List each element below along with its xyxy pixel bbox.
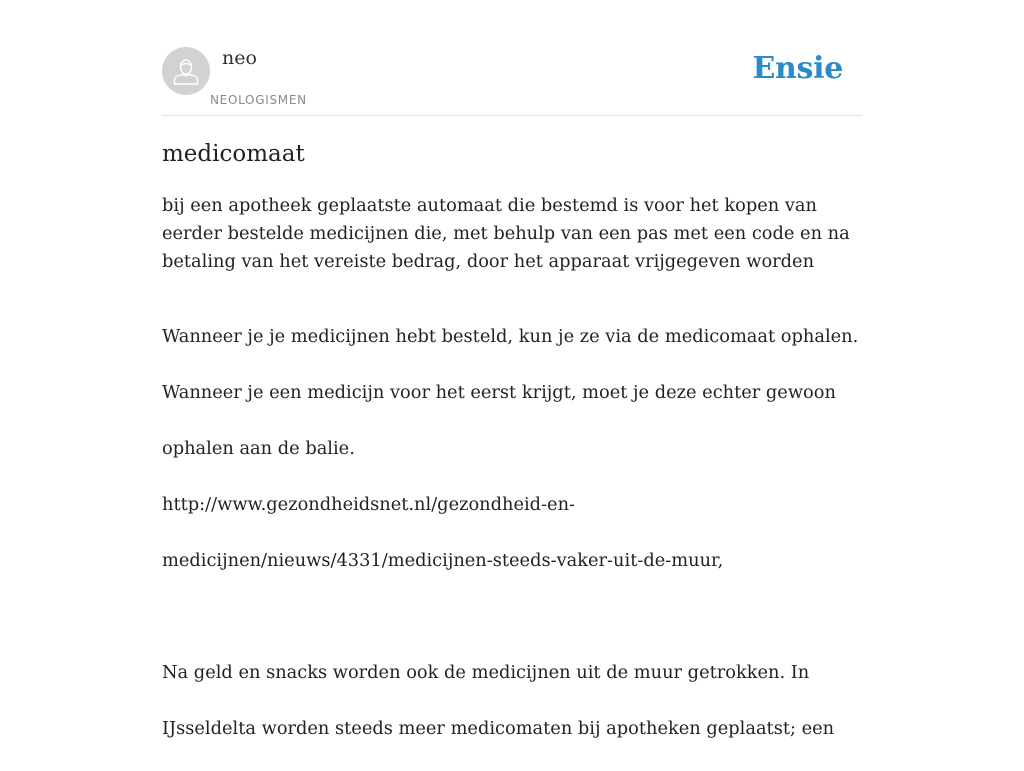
entry-example: [162, 295, 864, 771]
example-line: Wanneer je een medicijn voor het eerst krijgt, moet je deze echter gewoon: [162, 382, 836, 403]
example-line: Wanneer je je medicijnen hebt besteld, kun je ze via de medicomaat ophalen.: [162, 326, 859, 347]
user-silhouette-icon: [162, 47, 210, 95]
source-url-line: http://www.gezondheidsnet.nl/gezondheid-en-: [162, 494, 576, 515]
example-blank-line: [162, 603, 864, 631]
category-link[interactable]: NEOLOGISMEN: [210, 93, 307, 107]
example-line: IJsseldelta worden steeds meer medicomaten bij apotheken geplaatst; een: [162, 718, 835, 739]
example-line: Na geld en snacks worden ook de medicijnen uit de muur getrokken. In: [162, 662, 810, 683]
source-url-line: medicijnen/nieuws/4331/medicijnen-steeds-vaker-uit-de-muur,: [162, 550, 724, 571]
username-link[interactable]: neo: [222, 47, 257, 69]
header: [162, 0, 862, 116]
entry-container: [162, 0, 862, 739]
ensie-logo[interactable]: Ensie: [752, 51, 843, 86]
avatar[interactable]: [162, 47, 210, 95]
entry-definition: bij een apotheek geplaatste automaat die bestemd is voor het kopen van eerder bestelde medicijnen die, met behulp van een pas met een code en na betaling van het vereiste bedrag, door het apparaat vrijgegeven worden: [162, 195, 850, 272]
entry-title: medicomaat: [162, 141, 305, 167]
example-line: ophalen aan de balie.: [162, 438, 355, 459]
